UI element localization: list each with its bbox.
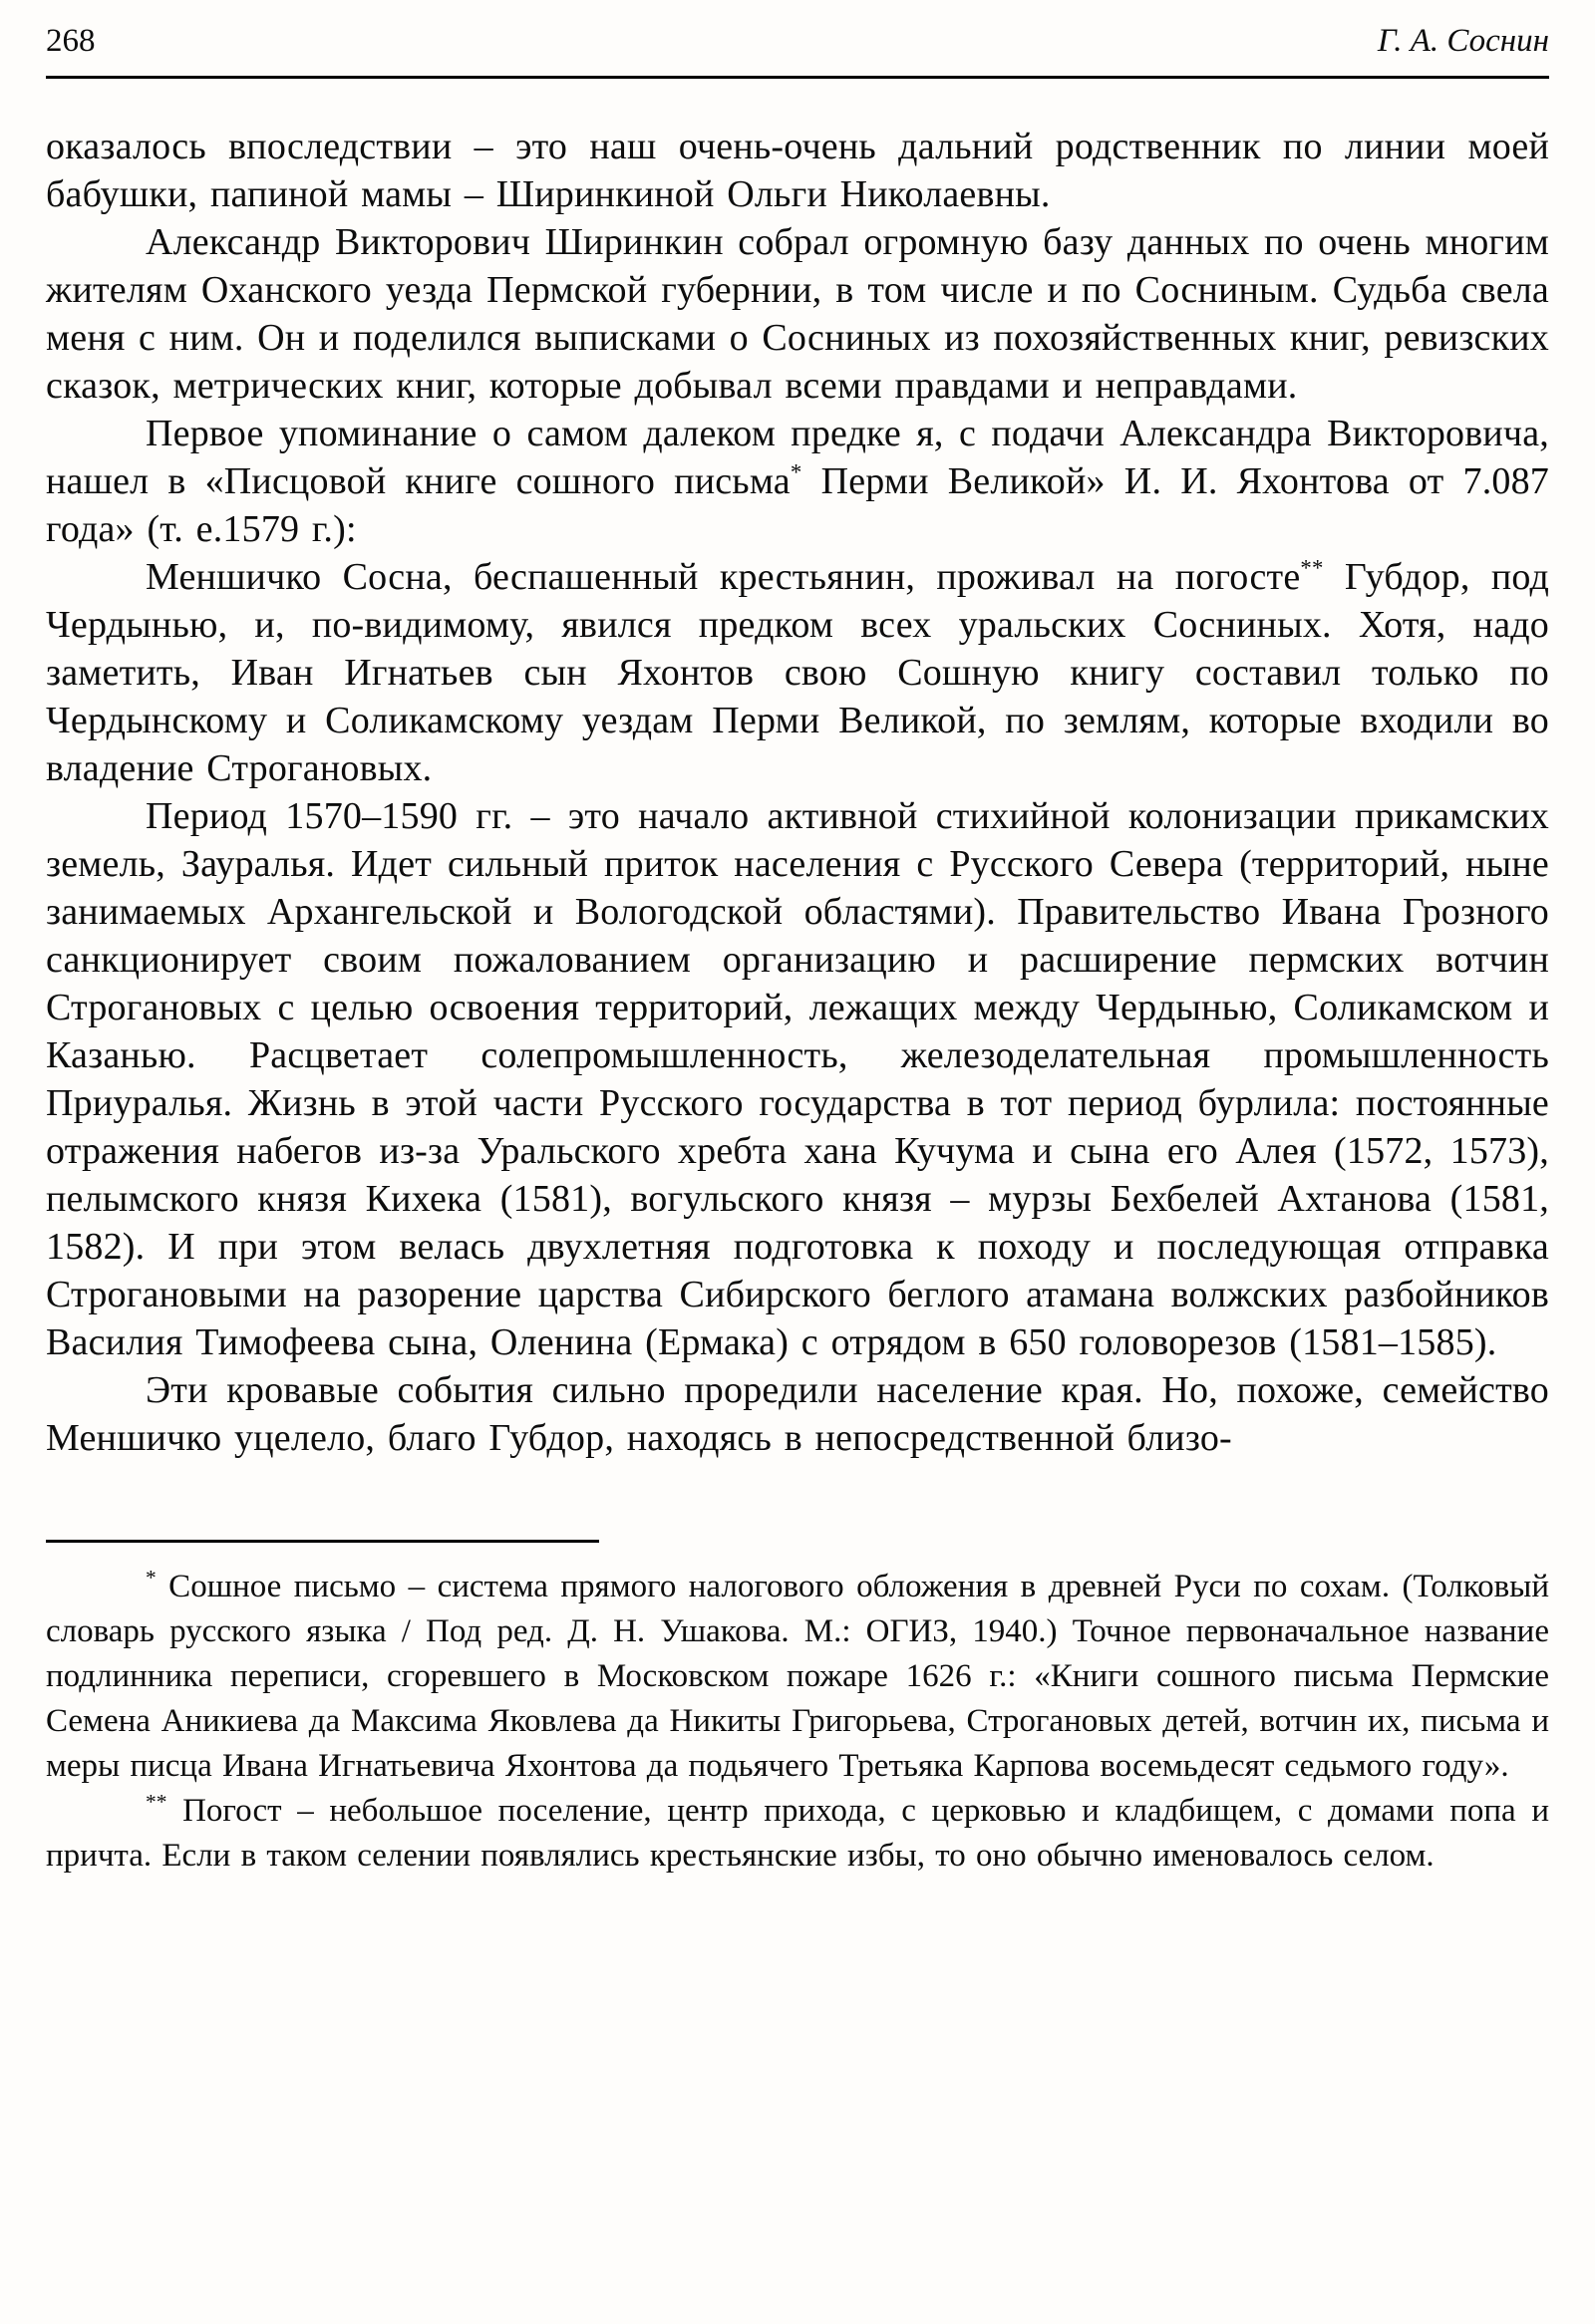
footnote-separator-rule: [46, 1540, 599, 1543]
footnote-marker-double-asterisk: **: [146, 1789, 167, 1814]
page-number: 268: [46, 23, 96, 59]
footnote-ref-asterisk: *: [790, 458, 802, 484]
footnotes-section: [46, 1540, 1549, 1879]
paragraph-text: Меншичко Сосна, беспашенный крестьянин, проживал на погосте: [146, 555, 1301, 598]
paragraph-continued: оказалось впоследствии – это наш очень-очень дальний родственник по линии моей бабушки, папиной мамы – Ширинкиной Ольги Николаевны.: [46, 125, 1549, 215]
footnote-ref-double-asterisk: **: [1300, 554, 1324, 580]
paragraph-with-footnote-ref: [46, 410, 1549, 553]
paragraph-with-footnote-ref: [46, 553, 1549, 792]
paragraph: Александр Викторович Ширинкин собрал огромную базу данных по очень многим жителям Оханского уезда Пермской губернии, в том числе и по Сосниным. Судьба свела меня с ним. Он и поделился выписками о Сосниных из похозяйственных книг, ревизских сказок, метрических книг, которые добывал всеми правдами и неправдами.: [46, 220, 1549, 407]
paragraph-text: Губдор, под Чердынью, и, по-видимому, явился предком всех уральских Сосниных. Хотя, надо заметить, Иван Игнатьев сын Яхонтов свою Сошную книгу составил только по Чердынскому и Соликамскому уездам Перми Великой, по землям, которые входили во владение Строгановых.: [46, 555, 1549, 789]
footnote: [46, 1789, 1549, 1879]
paragraph: Период 1570–1590 гг. – это начало активной стихийной колонизации прикамских земель, Зауралья. Идет сильный приток населения с Русского Севера (территорий, ныне занимаемых Архангельской и Вологодской областями). Правительство Ивана Грозного санкционирует своим пожалованием организацию и расширение пермских вотчин Строгановых с целью освоения территорий, лежащих между Чердынью, Соликамском и Казанью. Расцветает солепромышленность, железоделательная промышленность Приуралья. Жизнь в этой части Русского государства в тот период бурлила: постоянные отражения набегов из-за Уральского хребта хана Кучума и сына его Алея (1572, 1573), пелымского князя Кихека (1581), вогульского князя – мурзы Бехбелей Ахтанова (1581, 1582). И при этом велась двухлетняя подготовка к походу и последующая отправка Строгановыми на разорение царства Сибирского беглого атамана волжских разбойников Василия Тимофеева сына, Оленина (Ермака) с отрядом в 650 головорезов (1581–1585).: [46, 794, 1549, 1363]
paragraph: Эти кровавые события сильно проредили население края. Но, похоже, семейство Меншичко уцелело, благо Губдор, находясь в непосредственной близо-: [46, 1368, 1549, 1459]
running-title: Г. А. Соснин: [1377, 23, 1549, 59]
page-header: [46, 22, 1549, 62]
paragraph-text: Перми Великой» И. И. Яхонтова от 7.087 года» (т. е.1579 г.):: [46, 459, 1550, 550]
footnote-text: Сошное письмо – система прямого налогового обложения в древней Руси по сохам. (Толковый словарь русского языка / Под ред. Д. Н. Ушакова. М.: ОГИЗ, 1940.) Точное первоначальное название подлинника переписи, сгоревшего в Московском пожаре 1626 г.: «Книги сошного письма Пермские Семена Аникиева да Максима Яковлева да Никиты Григорьева, Строгановых детей, вотчин их, письма и меры писца Ивана Игнатьевича Яхонтова да подьячего Третьяка Карпова восемьдесят седьмого году».: [46, 1568, 1549, 1784]
footnote: [46, 1565, 1549, 1789]
body-text: [46, 123, 1549, 1462]
footnote-marker-asterisk: *: [146, 1565, 157, 1590]
paragraph-text: Первое упоминание о самом далеком предке я, с подачи Александра Викторовича, нашел в «Писцовой книге сошного письма: [46, 412, 1549, 502]
header-rule: [46, 76, 1549, 79]
footnote-text: Погост – небольшое поселение, центр прихода, с церковью и кладбищем, с домами попа и причта. Если в таком селении появлялись крестьянские избы, то оно обычно именовалось селом.: [46, 1792, 1549, 1874]
